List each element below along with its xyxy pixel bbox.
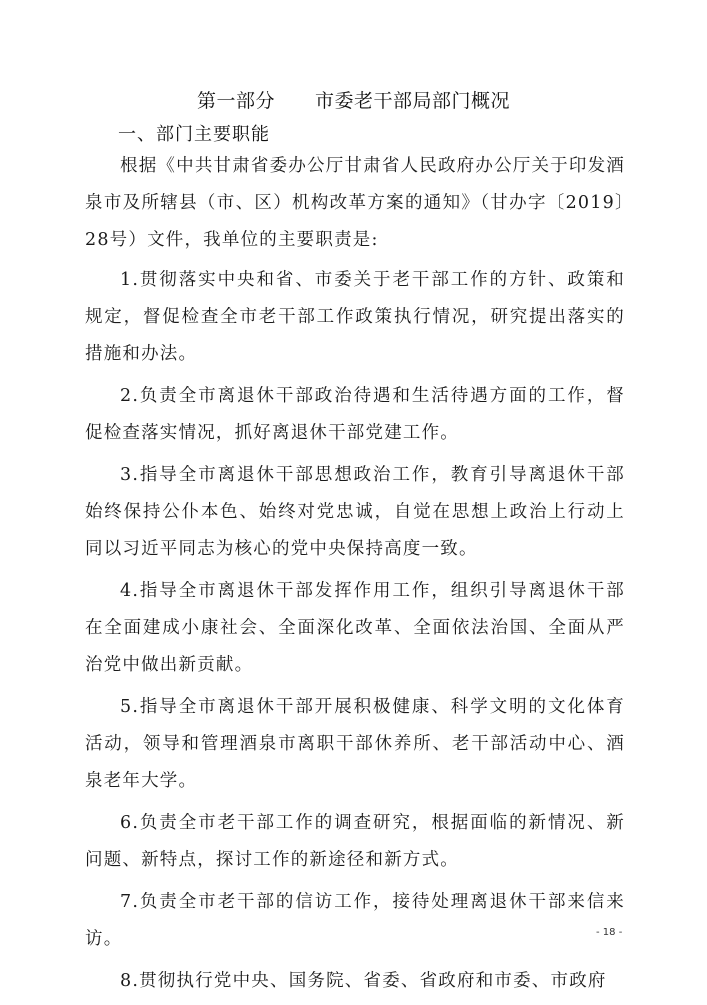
- section-heading: 一、部门主要职能: [118, 124, 270, 145]
- duty-item-2: 2.负责全市离退休干部政治待遇和生活待遇方面的工作，督促检查落实情况，抓好离退休干部党建工作。: [85, 386, 625, 443]
- duty-item-7: 7.负责全市老干部的信访工作，接待处理离退休干部来信来访。: [85, 892, 625, 949]
- duty-item-6: 6.负责全市老干部工作的调查研究，根据面临的新情况、新问题、新特点，探讨工作的新途径和新方式。: [85, 813, 625, 870]
- duty-item-8: 8.贯彻执行党中央、国务院、省委、省政府和市委、市政府: [120, 971, 607, 991]
- duty-item-5: 5.指导全市离退休干部开展积极健康、科学文明的文化体育活动，领导和管理酒泉市离职干部休养所、老干部活动中心、酒泉老年大学。: [85, 697, 625, 791]
- intro-paragraph: [85, 148, 625, 259]
- duty-item-1: 1.贯彻落实中央和省、市委关于老干部工作的方针、政策和规定，督促检查全市老干部工作政策执行情况，研究提出落实的措施和办法。: [85, 270, 625, 364]
- page-title: [0, 86, 707, 113]
- page-number: - 18 -: [596, 927, 623, 938]
- duty-item-4: 4.指导全市离退休干部发挥作用工作，组织引导离退休干部在全面建成小康社会、全面深化改革、全面依法治国、全面从严治党中做出新贡献。: [85, 581, 625, 675]
- duties-list: [85, 262, 625, 1005]
- title-part: 第一部分: [196, 90, 275, 112]
- duty-item-3: 3.指导全市离退休干部思想政治工作，教育引导离退休干部始终保持公仆本色、始终对党忠诚，自觉在思想上政治上行动上同以习近平同志为核心的党中央保持高度一致。: [85, 465, 625, 559]
- title-name: 市委老干部局部门概况: [315, 90, 511, 112]
- intro-text: 根据《中共甘肃省委办公厅甘肃省人民政府办公厅关于印发酒泉市及所辖县（市、区）机构改革方案的通知》（甘办字〔2019〕28号）文件，我单位的主要职责是:: [85, 156, 625, 250]
